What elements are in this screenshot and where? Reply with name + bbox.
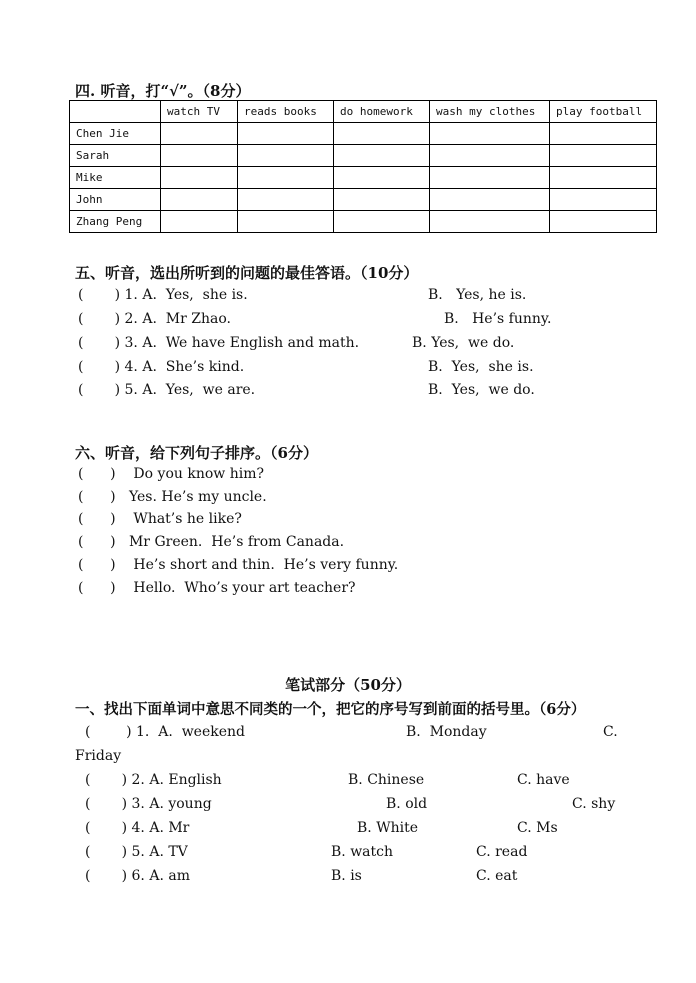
answer-cell[interactable] [238, 211, 334, 233]
word-item-b: B. is [331, 868, 362, 884]
word-item-a: ( ) 6. A. am [85, 868, 190, 884]
row-name: John [70, 189, 161, 211]
sentence-line: ( ) Yes. He’s my uncle. [78, 489, 267, 505]
word-item-a: ( ) 1. A. weekend [85, 724, 245, 740]
answer-cell[interactable] [550, 145, 657, 167]
word-item-c: C. eat [476, 868, 518, 884]
written-section1-heading: 一、找出下面单词中意思不同类的一个，把它的序号写到前面的括号里。（6分） [75, 701, 586, 718]
word-item-b: B. Chinese [348, 772, 425, 788]
section5-heading: 五、听音，选出所听到的问题的最佳答语。（10分） [75, 264, 419, 282]
answer-cell[interactable] [550, 189, 657, 211]
written-part-title: 笔试部分（50分） [285, 676, 411, 694]
sentence-line: ( ) Mr Green. He’s from Canada. [78, 534, 345, 550]
sentence-line: ( ) Do you know him? [78, 466, 264, 482]
section4-heading: 四. 听音，打“√”。（8分） [75, 82, 251, 100]
table-header-cell: reads books [238, 101, 334, 123]
section6-heading: 六、听音，给下列句子排序。（6分） [75, 444, 318, 462]
table-row [70, 167, 657, 189]
answer-cell[interactable] [334, 189, 430, 211]
answer-cell[interactable] [238, 145, 334, 167]
answer-cell[interactable] [430, 145, 550, 167]
row-name: Mike [70, 167, 161, 189]
question-line: ( ) 4. A. She’s kind. [78, 359, 245, 375]
answer-cell[interactable] [550, 123, 657, 145]
answer-cell[interactable] [161, 123, 238, 145]
option-b: B. Yes, he is. [428, 287, 527, 303]
answer-cell[interactable] [334, 123, 430, 145]
word-item-b: B. old [386, 796, 428, 812]
answer-cell[interactable] [334, 211, 430, 233]
word-item-c: C. Ms [517, 820, 558, 836]
word-item-c: C. read [476, 844, 528, 860]
answer-cell[interactable] [161, 167, 238, 189]
answer-cell[interactable] [550, 211, 657, 233]
table-header-cell: watch TV [161, 101, 238, 123]
answer-cell[interactable] [550, 167, 657, 189]
word-item-c: C. have [517, 772, 570, 788]
sentence-line: ( ) Hello. Who’s your art teacher? [78, 580, 356, 596]
answer-cell[interactable] [334, 145, 430, 167]
question-line: ( ) 3. A. We have English and math. [78, 335, 360, 351]
answer-cell[interactable] [430, 189, 550, 211]
row-name: Sarah [70, 145, 161, 167]
option-b: B. Yes, we do. [428, 382, 535, 398]
answer-cell[interactable] [238, 167, 334, 189]
listening-check-table [69, 100, 657, 233]
option-b: B. Yes, she is. [428, 359, 534, 375]
table-row [70, 211, 657, 233]
table-header-cell: do homework [334, 101, 430, 123]
table-header-cell: play football [550, 101, 657, 123]
word-item-b: B. Monday [406, 724, 487, 740]
table-row [70, 145, 657, 167]
answer-cell[interactable] [161, 145, 238, 167]
table-header-cell [70, 101, 161, 123]
word-item-b: B. White [357, 820, 418, 836]
answer-cell[interactable] [238, 123, 334, 145]
word-item-c: C. [603, 724, 618, 740]
option-b: B. Yes, we do. [412, 335, 515, 351]
word-item-b: B. watch [331, 844, 394, 860]
answer-cell[interactable] [430, 211, 550, 233]
table-header-cell: wash my clothes [430, 101, 550, 123]
word-item-a: ( ) 4. A. Mr [85, 820, 190, 836]
question-line: ( ) 1. A. Yes, she is. [78, 287, 248, 303]
answer-cell[interactable] [238, 189, 334, 211]
question-line: ( ) 2. A. Mr Zhao. [78, 311, 231, 327]
question-line: ( ) 5. A. Yes, we are. [78, 382, 256, 398]
row-name: Chen Jie [70, 123, 161, 145]
answer-cell[interactable] [161, 211, 238, 233]
word-item-c: C. shy [572, 796, 616, 812]
answer-cell[interactable] [430, 123, 550, 145]
answer-cell[interactable] [161, 189, 238, 211]
table-row [70, 123, 657, 145]
row-name: Zhang Peng [70, 211, 161, 233]
answer-cell[interactable] [334, 167, 430, 189]
sentence-line: ( ) He’s short and thin. He’s very funny. [78, 557, 399, 573]
sentence-line: ( ) What’s he like? [78, 511, 242, 527]
table-header-row [70, 101, 657, 123]
word-item-a: ( ) 5. A. TV [85, 844, 188, 860]
answer-cell[interactable] [430, 167, 550, 189]
option-b: B. He’s funny. [444, 311, 552, 327]
word-item-a: ( ) 3. A. young [85, 796, 212, 812]
table-row [70, 189, 657, 211]
word-item-overflow: Friday [75, 748, 122, 764]
word-item-a: ( ) 2. A. English [85, 772, 222, 788]
